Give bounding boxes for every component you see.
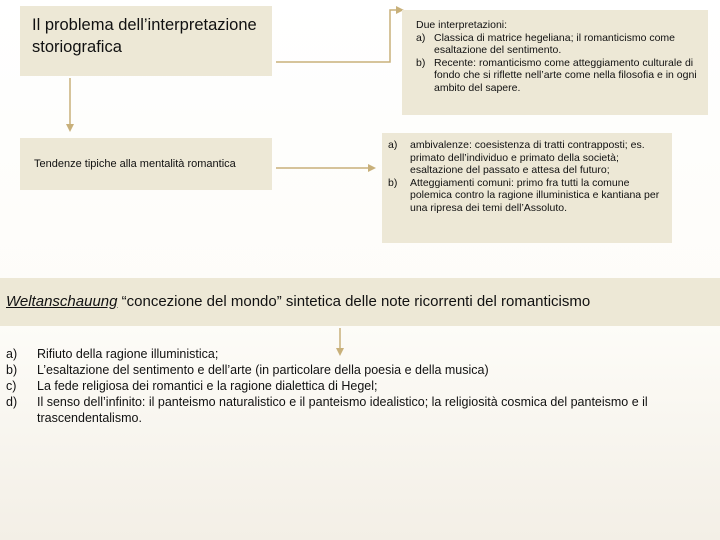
- title-line-1: Il problema dell’interpretazione: [32, 16, 257, 34]
- trends-text: Tendenze tipiche alla mentalità romantica: [34, 158, 236, 170]
- list-item: [6, 362, 714, 378]
- list-text: Recente: romanticismo come atteggiamento culturale di fondo che si riflette nell’arte come nella filosofia e in ogni ambito del sapere.: [434, 56, 697, 94]
- title-box: [20, 6, 272, 76]
- title-line-2: storiografica: [32, 38, 122, 56]
- list-text: Classica di matrice hegeliana; il romanticismo come esaltazione del sentimento.: [434, 31, 676, 56]
- list-text: Il senso dell’infinito: il panteismo naturalistico e il panteismo idealistico; la religiosità cosmica del panteismo e il trascendentalismo.: [37, 395, 648, 425]
- list-text: La fede religiosa dei romantici e la ragione dialettica di Hegel;: [37, 379, 378, 393]
- interpretations-heading: Due interpretazioni:: [416, 19, 508, 31]
- ambivalences-box: [382, 133, 672, 243]
- ambivalences-list: [388, 139, 664, 214]
- list-marker: a): [388, 139, 398, 151]
- list-item: [6, 394, 714, 426]
- list-item: [6, 346, 714, 362]
- weltanschauung-definition: “concezione del mondo” sintetica delle note ricorrenti del romanticismo: [117, 293, 591, 310]
- interpretations-box: [402, 10, 708, 115]
- list-item: [416, 32, 700, 57]
- list-marker: a): [416, 31, 426, 44]
- list-item: [416, 57, 700, 95]
- list-item: [6, 378, 714, 394]
- themes-list: [6, 346, 714, 426]
- list-marker: b): [416, 56, 426, 69]
- list-item: [388, 139, 664, 177]
- list-marker: d): [6, 395, 18, 409]
- list-text: ambivalenze: coesistenza di tratti contrapposti; es. primato dell’individuo e primato della società; esaltazione del passato e attesa del futuro;: [410, 139, 645, 176]
- connector-title-to-interpretations: [276, 10, 400, 62]
- list-marker: c): [6, 379, 17, 393]
- list-item: [388, 177, 664, 215]
- list-text: Rifiuto della ragione illuministica;: [37, 347, 219, 361]
- list-text: L’esaltazione del sentimento e dell’arte (in particolare della poesia e della musica): [37, 363, 489, 377]
- interpretations-list: [416, 32, 700, 95]
- list-marker: b): [388, 176, 398, 189]
- list-marker: a): [6, 347, 18, 361]
- weltanschauung-term: Weltanschauung: [6, 293, 118, 310]
- list-marker: b): [6, 363, 18, 377]
- trends-box: [20, 138, 272, 190]
- list-text: Atteggiamenti comuni: primo fra tutti la comune polemica contro la ragione illuministica e kantiana per una ripresa dei temi dell’Assoluto.: [410, 176, 660, 214]
- weltanschauung-box: [0, 278, 720, 326]
